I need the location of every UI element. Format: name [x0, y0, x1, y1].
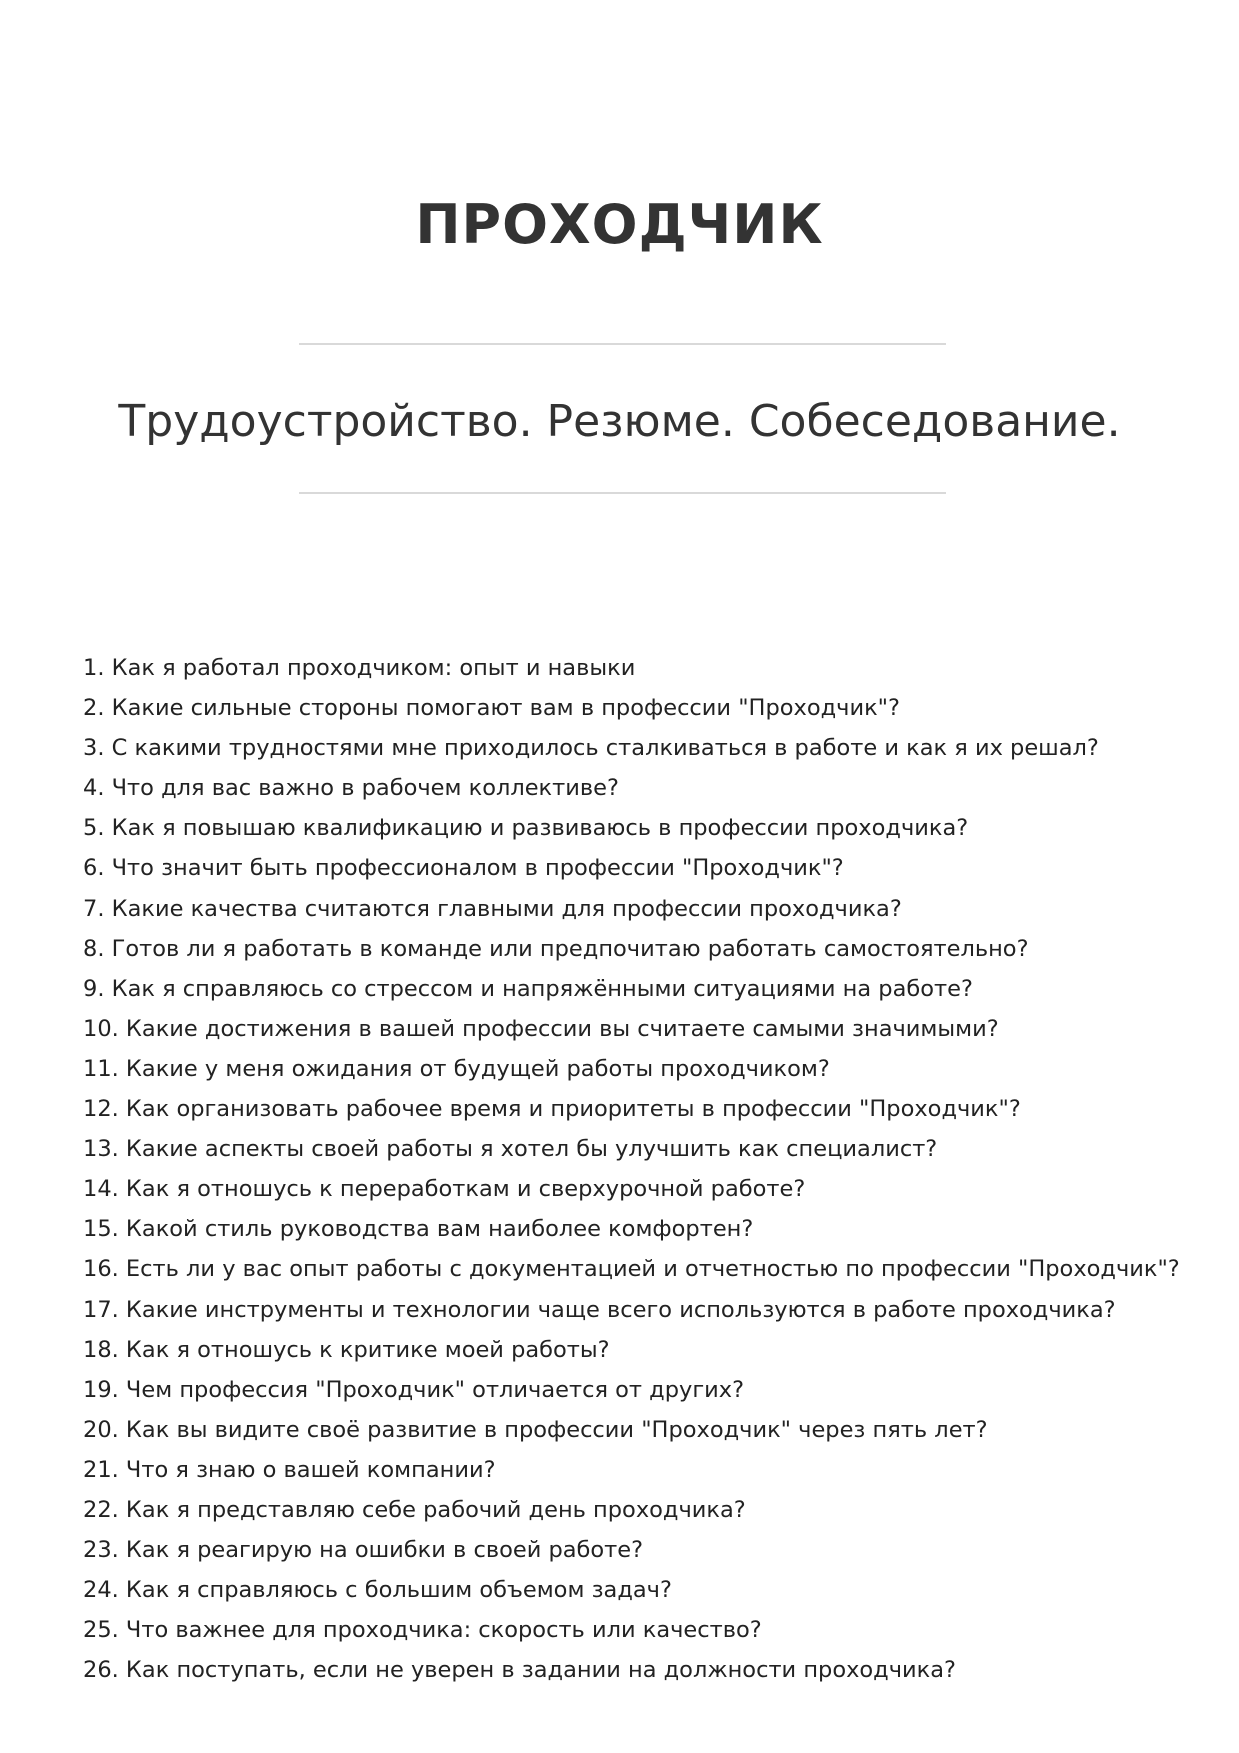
- bottom-divider: [299, 492, 946, 494]
- question-item: 7. Какие качества считаются главными для профессии проходчика?: [83, 895, 902, 922]
- top-divider: [299, 343, 946, 345]
- question-item: 24. Как я справляюсь с большим объемом задач?: [83, 1577, 672, 1604]
- question-item: 5. Как я повышаю квалификацию и развиваюсь в профессии проходчика?: [83, 815, 969, 842]
- question-item: 22. Как я представляю себе рабочий день проходчика?: [83, 1496, 746, 1523]
- question-item: 8. Готов ли я работать в команде или предпочитаю работать самостоятельно?: [83, 935, 1029, 962]
- question-item: 15. Какой стиль руководства вам наиболее комфортен?: [83, 1216, 754, 1243]
- question-item: 14. Как я отношусь к переработкам и сверхурочной работе?: [83, 1176, 806, 1203]
- question-item: 16. Есть ли у вас опыт работы с документацией и отчетностью по профессии "Проходчик"?: [83, 1256, 1180, 1283]
- question-item: 25. Что важнее для проходчика: скорость или качество?: [83, 1617, 762, 1644]
- question-item: 26. Как поступать, если не уверен в задании на должности проходчика?: [83, 1657, 956, 1684]
- question-item: 6. Что значит быть профессионалом в профессии "Проходчик"?: [83, 855, 844, 882]
- question-item: 20. Как вы видите своё развитие в профессии "Проходчик" через пять лет?: [83, 1416, 988, 1443]
- question-item: 17. Какие инструменты и технологии чаще всего используются в работе проходчика?: [83, 1296, 1116, 1323]
- question-item: 11. Какие у меня ожидания от будущей работы проходчиком?: [83, 1055, 830, 1082]
- question-item: 2. Какие сильные стороны помогают вам в профессии "Проходчик"?: [83, 695, 900, 722]
- question-item: 13. Какие аспекты своей работы я хотел бы улучшить как специалист?: [83, 1136, 938, 1163]
- question-list: [83, 648, 1203, 1690]
- question-item: 1. Как я работал проходчиком: опыт и навыки: [83, 655, 636, 681]
- question-item: 12. Как организовать рабочее время и приоритеты в профессии "Проходчик"?: [83, 1096, 1021, 1123]
- question-item: 18. Как я отношусь к критике моей работы?: [83, 1336, 610, 1363]
- question-item: 19. Чем профессия "Проходчик" отличается от других?: [83, 1376, 745, 1403]
- page-subtitle: Трудоустройство. Резюме. Собеседование.: [118, 396, 1121, 447]
- question-item: 4. Что для вас важно в рабочем коллективе?: [83, 775, 619, 802]
- question-item: 9. Как я справляюсь со стрессом и напряжёнными ситуациями на работе?: [83, 975, 973, 1002]
- question-item: 10. Какие достижения в вашей профессии вы считаете самыми значимыми?: [83, 1015, 999, 1042]
- page-title: ПРОХОДЧИК: [415, 193, 824, 256]
- question-item: 3. С какими трудностями мне приходилось сталкиваться в работе и как я их решал?: [83, 735, 1099, 762]
- question-item: 23. Как я реагирую на ошибки в своей работе?: [83, 1537, 644, 1564]
- question-item: 21. Что я знаю о вашей компании?: [83, 1456, 496, 1483]
